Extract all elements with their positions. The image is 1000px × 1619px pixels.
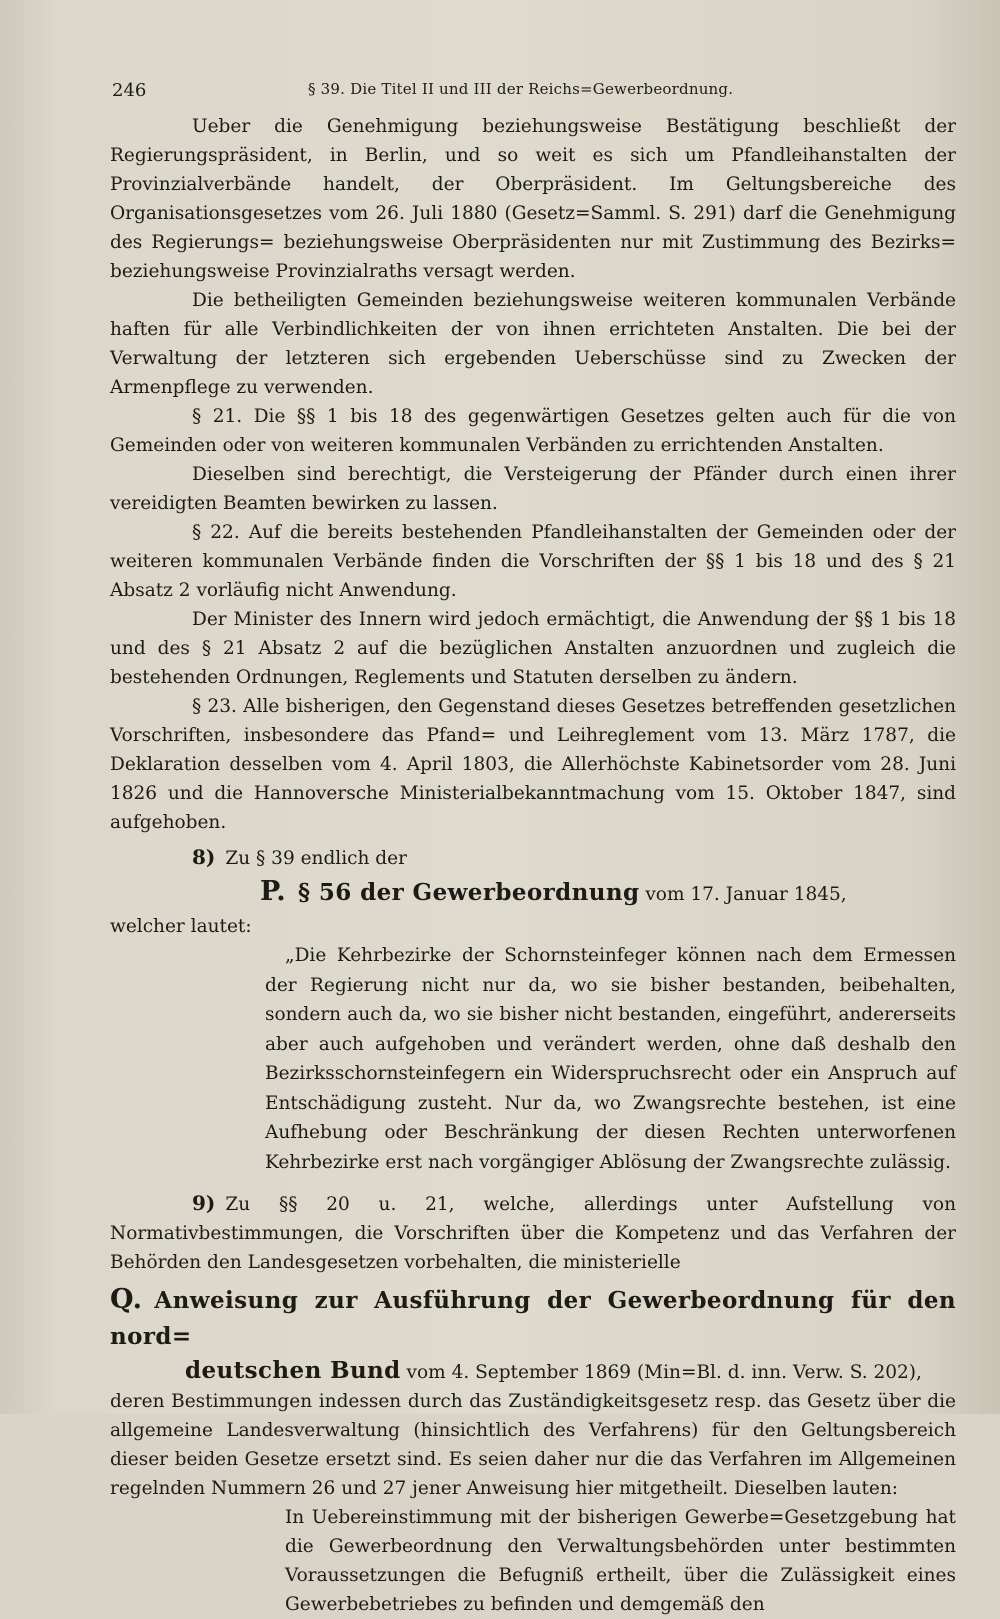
paragraph: Ueber die Genehmigung beziehungsweise Bestätigung beschließt der Regierungspräsident, in Berlin, und so weit es sich um Pfandleihanstalten der Provinzialverbände handelt, der Oberpräsident. Im Geltungsbereiche des Organisationsgesetzes vom 26. Juli 1880 (Gesetz=Samml. S. 291) darf die Genehmigung des Regierungs= beziehungsweise Oberpräsidenten nur mit Zustimmung des Bezirks= beziehungsweise Provinzialraths versagt werden. — [110, 116, 956, 282]
section-9-intro — [110, 1189, 956, 1277]
heading-date: vom 4. September 1869 (Min=Bl. d. inn. Verw. S. 202), — [400, 1362, 922, 1383]
section-intro-text: Zu § 39 endlich der — [225, 848, 407, 869]
section-heading-q-continued — [185, 1356, 956, 1387]
paragraph: Die betheiligten Gemeinden beziehungsweise weiteren kommunalen Verbände haften für alle Verbindlichkeiten der von ihnen errichteten Anstalten. Die bei der Verwaltung der letzteren sich ergebenden Ueberschüsse sind zu Zwecken der Armenpflege zu verwenden. — [110, 290, 956, 398]
heading-date: vom 17. Januar 1845, — [639, 884, 847, 905]
section-8-intro — [110, 843, 956, 873]
section-intro-text: Zu §§ 20 u. 21, welche, allerdings unter Aufstellung von Normativbestimmungen, die Vorschriften über die Kompetenz und das Verfahren der Behörden den Landesgesetzen vorbehalten, die ministerielle — [110, 1194, 956, 1273]
quote-lead: welcher lautet: — [110, 916, 252, 937]
section-number: 9) — [192, 1191, 216, 1215]
heading-title-continued: deutschen Bund — [185, 1357, 401, 1384]
running-head: § 39. Die Titel II und III der Reichs=Gewerbeordnung. — [308, 80, 734, 98]
heading-letter: Q. — [110, 1284, 143, 1315]
paragraph: deren Bestimmungen indessen durch das Zuständigkeitsgesetz resp. das Gesetz über die allgemeine Landesverwaltung (hinsichtlich des Verfahrens) für den Geltungsbereich dieser beiden Gesetze ersetzt sind. Es seien daher nur die das Verfahren im Allgemeinen regelnden Nummern 26 und 27 jener Anweisung hier mitgetheilt. Dieselben lauten: — [110, 1391, 956, 1499]
section-heading-q — [110, 1283, 956, 1356]
heading-title: Anweisung zur Ausführung der Gewerbeordnung für den nord= — [110, 1287, 956, 1350]
paragraph-section-22: § 22. Auf die bereits bestehenden Pfandleihanstalten der Gemeinden oder der weiteren kommunalen Verbände finden die Vorschriften der §§ 1 bis 18 und des § 21 Absatz 2 vorläufig nicht Anwendung. — [110, 522, 956, 601]
section-heading-p — [260, 875, 956, 912]
heading-title: § 56 der Gewerbeordnung — [298, 879, 640, 906]
section-number: 8) — [192, 845, 216, 869]
page-number: 246 — [112, 80, 147, 101]
paragraph-section-21: § 21. Die §§ 1 bis 18 des gegenwärtigen Gesetzes gelten auch für die von Gemeinden oder von weiteren kommunalen Verbänden zu errichtenden Anstalten. — [110, 406, 956, 456]
page-header — [110, 78, 956, 112]
paragraph-section-23: § 23. Alle bisherigen, den Gegenstand dieses Gesetzes betreffenden gesetzlichen Vorschriften, insbesondere das Pfand= und Leihreglement vom 13. März 1787, die Deklaration desselben vom 4. April 1803, die Allerhöchste Kabinetsorder vom 28. Juni 1826 und die Hannoversche Ministerialbekanntmachung vom 15. Oktober 1847, sind aufgehoben. — [110, 696, 956, 833]
quoted-text: In Uebereinstimmung mit der bisherigen Gewerbe=Gesetzgebung hat die Gewerbeordnung den Verwaltungsbehörden unter bestimmten Voraussetzungen die Befugniß ertheilt, über die Zulässigkeit eines Gewerbebetriebes zu befinden und demgemäß den — [285, 1507, 956, 1615]
paragraph: Dieselben sind berechtigt, die Versteigerung der Pfänder durch einen ihrer vereidigten Beamten bewirken zu lassen. — [110, 464, 956, 514]
quoted-text: „Die Kehrbezirke der Schornsteinfeger können nach dem Ermessen der Regierung nicht nur da, wo sie bisher bestanden, beibehalten, sondern auch da, wo sie bisher nicht bestanden, eingeführt, andererseits aber auch aufgehoben und verändert werden, ohne daß deshalb den Bezirksschornsteinfegern ein Widerspruchsrecht oder ein Anspruch auf Entschädigung zusteht. Nur da, wo Zwangsrechte bestehen, ist eine Aufhebung oder Beschränkung der diesen Rechten unterworfenen Kehrbezirke erst nach vorgängiger Ablösung der Zwangsrechte zulässig. — [265, 945, 956, 1173]
heading-letter: P. — [260, 876, 287, 907]
paragraph: Der Minister des Innern wird jedoch ermächtigt, die Anwendung der §§ 1 bis 18 und des § 21 Absatz 2 auf die bezüglichen Anstalten anzuordnen und zugleich die bestehenden Ordnungen, Reglements und Statuten derselben zu ändern. — [110, 609, 956, 688]
